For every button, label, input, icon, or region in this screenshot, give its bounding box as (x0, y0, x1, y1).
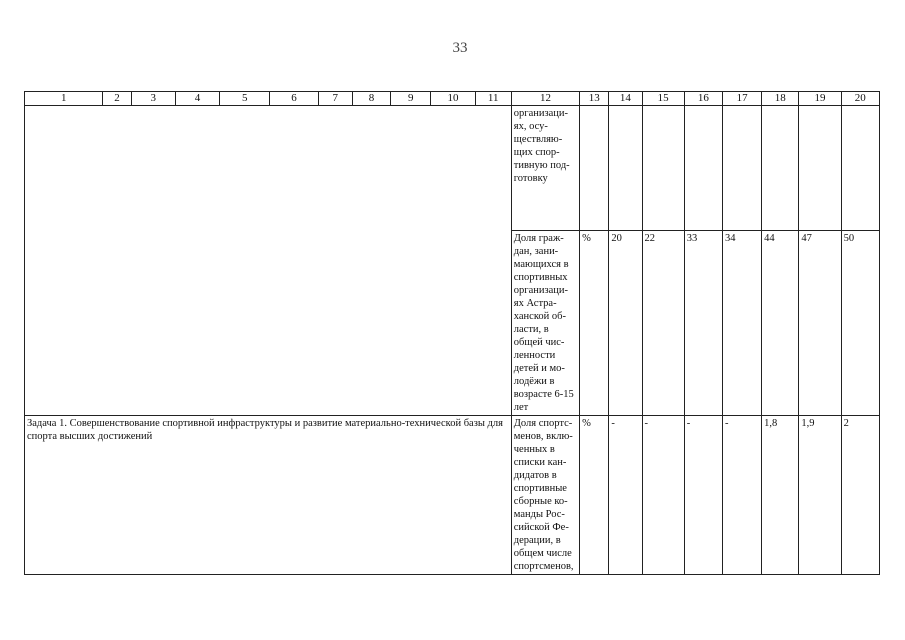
header-cell: 4 (175, 92, 219, 106)
value-cell (841, 106, 879, 231)
header-cell: 8 (352, 92, 390, 106)
header-cell: 15 (642, 92, 684, 106)
value-cell (722, 106, 761, 231)
value-cell: 2 (841, 416, 879, 575)
header-cell: 11 (475, 92, 511, 106)
value-cell: - (722, 416, 761, 575)
value-cell: 1,8 (762, 416, 799, 575)
value-cell (684, 106, 722, 231)
value-cell (762, 106, 799, 231)
indicator-cell: Доля спортс-менов, вклю-ченных в списки кан-дидатов в спортивные сборные ко-манды Рос-сийской Фе-дерации, в общем числе спортсменов, (511, 416, 579, 575)
value-cell: - (684, 416, 722, 575)
value-cell: 47 (799, 231, 841, 416)
value-cell: 20 (609, 231, 642, 416)
header-cell: 20 (841, 92, 879, 106)
header-cell: 10 (431, 92, 475, 106)
value-cell (609, 106, 642, 231)
header-cell: 6 (270, 92, 318, 106)
header-cell: 16 (684, 92, 722, 106)
value-cell: 50 (841, 231, 879, 416)
value-cell: 33 (684, 231, 722, 416)
task-description: Задача 1. Совершенствование спортивной инфраструктуры и развитие материально-технической базы для спорта высших достижений (25, 416, 512, 575)
header-cell: 18 (762, 92, 799, 106)
header-cell: 14 (609, 92, 642, 106)
page-number: 33 (452, 40, 468, 56)
unit-cell (580, 106, 609, 231)
header-cell: 7 (318, 92, 352, 106)
value-cell: - (642, 416, 684, 575)
value-cell (642, 106, 684, 231)
header-cell: 3 (131, 92, 175, 106)
table-row (25, 416, 880, 575)
header-cell: 9 (391, 92, 431, 106)
table-header-row (25, 92, 880, 106)
header-cell: 17 (722, 92, 761, 106)
header-cell: 2 (103, 92, 131, 106)
value-cell: 44 (762, 231, 799, 416)
header-cell: 1 (25, 92, 103, 106)
value-cell (799, 106, 841, 231)
value-cell: 34 (722, 231, 761, 416)
row-left-blank (25, 106, 512, 416)
value-cell: 1,9 (799, 416, 841, 575)
indicator-cell: Доля граж-дан, зани-мающихся в спортивных организаци-ях Астра-ханской об-ласти, в общей чис-ленности детей и мо-лодёжи в возрасте 6-15 лет (511, 231, 579, 416)
table-row (25, 106, 880, 231)
unit-cell: % (580, 231, 609, 416)
header-cell: 19 (799, 92, 841, 106)
data-table (24, 91, 880, 575)
unit-cell: % (580, 416, 609, 575)
header-cell: 12 (511, 92, 579, 106)
header-cell: 5 (220, 92, 270, 106)
header-cell: 13 (580, 92, 609, 106)
value-cell: 22 (642, 231, 684, 416)
indicator-cell: организаци-ях, осу-ществляю-щих спор-тивную под-готовку (511, 106, 579, 231)
value-cell: - (609, 416, 642, 575)
